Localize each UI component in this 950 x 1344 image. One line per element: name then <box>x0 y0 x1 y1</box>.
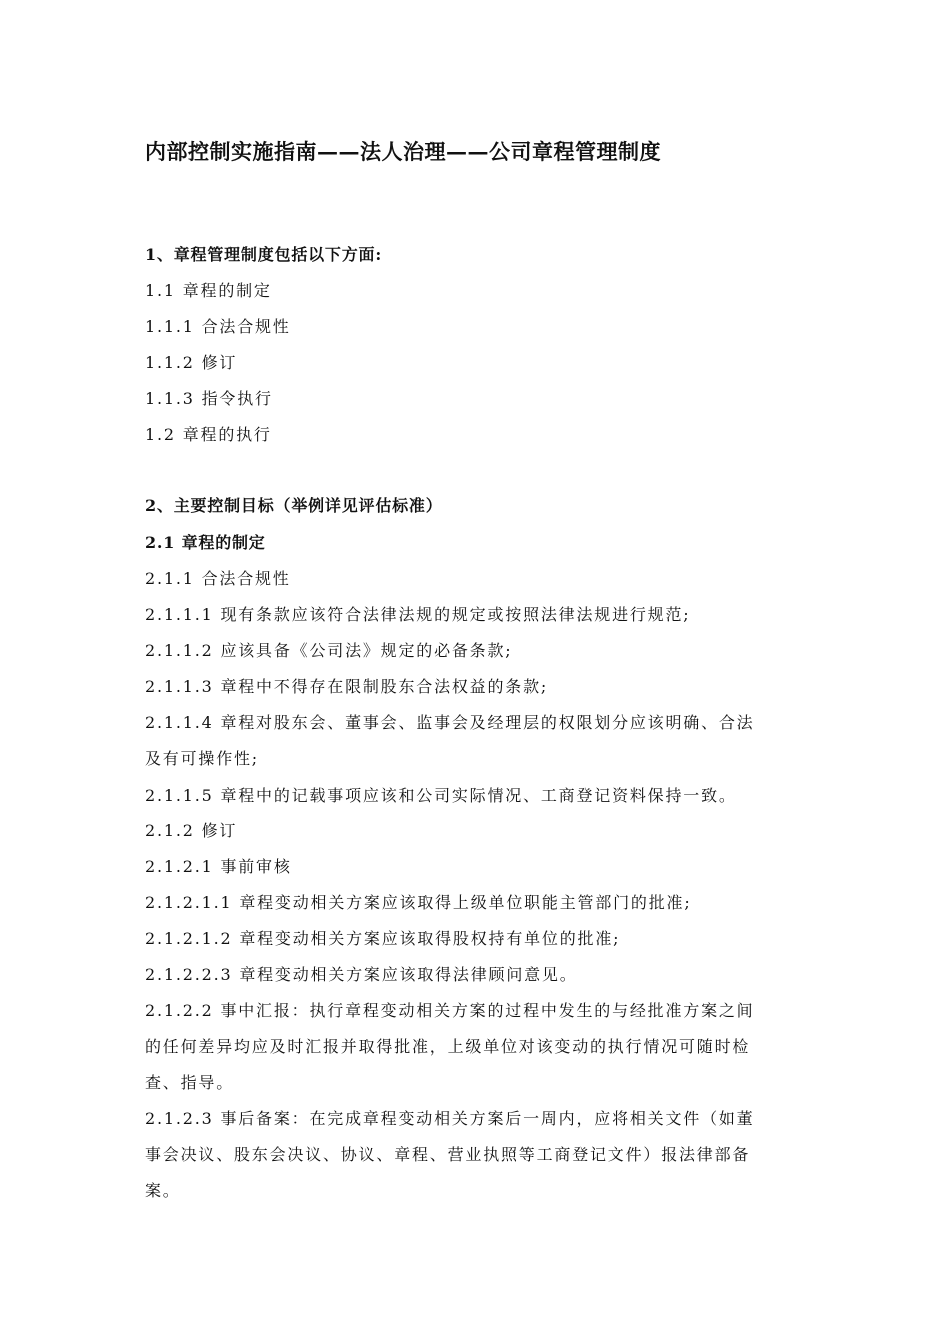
list-item: 1.1.1 合法合规性 <box>145 317 291 336</box>
paragraph-line: 2.1.2 修订 <box>145 821 238 840</box>
paragraph-line: 2.1.1 合法合规性 <box>145 569 291 588</box>
paragraph-line: 案。 <box>145 1181 181 1200</box>
paragraph-line: 2.1.2.1.2 章程变动相关方案应该取得股权持有单位的批准; <box>145 929 621 948</box>
paragraph-line: 2.1.1.2 应该具备《公司法》规定的必备条款; <box>145 641 513 660</box>
paragraph-line: 2.1.1.3 章程中不得存在限制股东合法权益的条款; <box>145 677 549 696</box>
paragraph-line: 查、指导。 <box>145 1073 235 1092</box>
list-item: 1.1.3 指令执行 <box>145 389 273 408</box>
list-item: 1.2 章程的执行 <box>145 425 272 444</box>
section-2-heading: 2、主要控制目标（举例详见评估标准） <box>145 496 443 515</box>
list-item: 1.1.2 修订 <box>145 353 238 372</box>
paragraph-line: 及有可操作性; <box>145 749 259 768</box>
paragraph-line: 2.1.1.5 章程中的记载事项应该和公司实际情况、工商登记资料保持一致。 <box>145 786 737 805</box>
paragraph-line: 事会决议、股东会决议、协议、章程、营业执照等工商登记文件）报法律部备 <box>145 1145 751 1164</box>
paragraph-line: 2.1.2.3 事后备案：在完成章程变动相关方案后一周内，应将相关文件（如董 <box>145 1109 755 1128</box>
paragraph-line: 2.1.1.4 章程对股东会、董事会、监事会及经理层的权限划分应该明确、合法 <box>145 713 755 732</box>
section-2-1-heading: 2.1 章程的制定 <box>145 533 266 552</box>
list-item: 1.1 章程的制定 <box>145 281 272 300</box>
paragraph-line: 2.1.2.2 事中汇报：执行章程变动相关方案的过程中发生的与经批准方案之间 <box>145 1001 755 1020</box>
paragraph-line: 2.1.1.1 现有条款应该符合法律法规的规定或按照法律法规进行规范; <box>145 605 691 624</box>
paragraph-line: 2.1.2.1 事前审核 <box>145 857 292 876</box>
paragraph-line: 的任何差异均应及时汇报并取得批准，上级单位对该变动的执行情况可随时检 <box>145 1037 751 1056</box>
paragraph-line: 2.1.2.1.1 章程变动相关方案应该取得上级单位职能主管部门的批准; <box>145 893 692 912</box>
paragraph-line: 2.1.2.2.3 章程变动相关方案应该取得法律顾问意见。 <box>145 965 578 984</box>
section-1-heading: 1、章程管理制度包括以下方面: <box>145 245 383 264</box>
document-title: 内部控制实施指南——法人治理——公司章程管理制度 <box>145 139 661 164</box>
